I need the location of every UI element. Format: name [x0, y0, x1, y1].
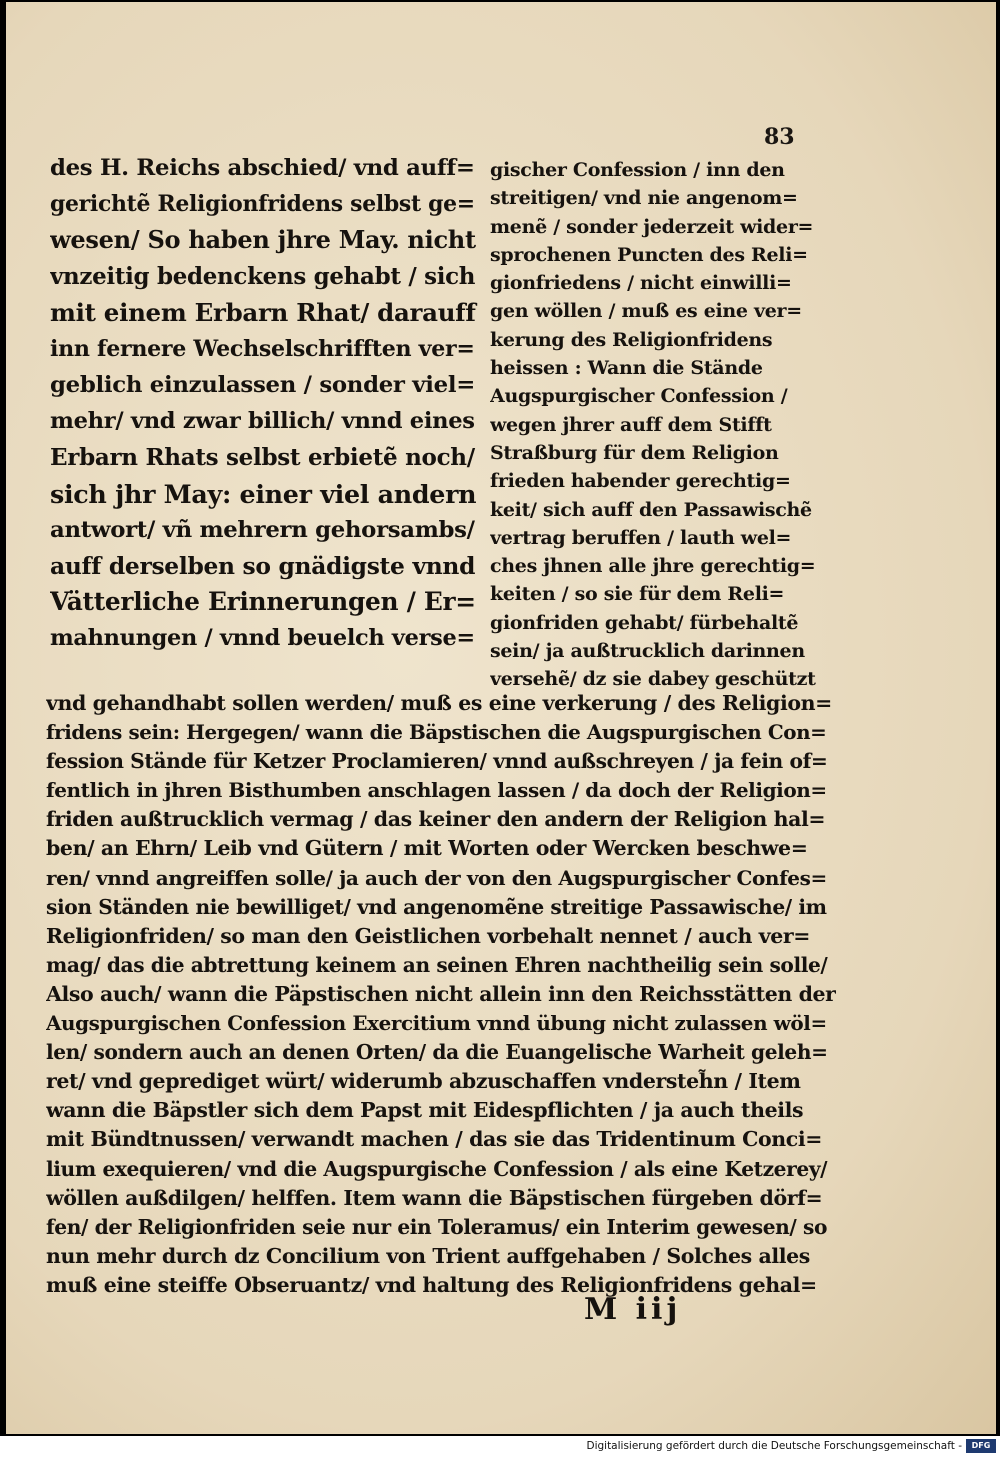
text-line: wegen jhrer auff dem Stifft	[490, 413, 772, 436]
text-line: Also auch/ wann die Päpstischen nicht allein inn den Reichsstätten der	[46, 981, 836, 1006]
text-line: ben/ an Ehrn/ Leib vnd Gütern / mit Worten oder Wercken beschwe=	[46, 836, 808, 861]
dfg-logo-icon: DFG	[966, 1439, 996, 1453]
text-line: Vätterliche Erinnerungen / Er=	[50, 587, 476, 617]
text-line: vertrag beruffen / lauth wel=	[490, 526, 792, 549]
text-line: keit/ sich auff den Passawischẽ	[490, 498, 812, 521]
text-line: menẽ / sonder jederzeit wider=	[490, 215, 814, 238]
text-line: len/ sondern auch an denen Orten/ da die Euangelische Warheit geleh=	[46, 1040, 828, 1065]
text-line: lium exequieren/ vnd die Augspurgische Confession / als eine Ketzerey/	[46, 1156, 828, 1181]
text-line: wann die Bäpstler sich dem Papst mit Eidespflichten / ja auch theils	[46, 1098, 804, 1123]
text-line: versehẽ/ dz sie dabey geschützt	[490, 668, 816, 691]
text-line: gen wöllen / muß es eine ver=	[490, 300, 802, 323]
text-line: muß eine steiffe Obseruantz/ vnd haltung des Religionfridens gehal=	[46, 1272, 817, 1297]
text-line: vnzeitig bedenckens gehabt / sich	[50, 262, 476, 290]
text-line: geblich einzulassen / sonder viel=	[50, 372, 476, 399]
text-line: gerichtẽ Religionfridens selbst ge=	[50, 191, 475, 218]
text-line: auff derselben so gnädigste vnnd	[50, 552, 476, 581]
text-line: keiten / so sie für dem Reli=	[490, 583, 785, 606]
text-line: frieden habender gerechtig=	[490, 470, 791, 493]
text-line: inn fernere Wechselschrifften ver=	[50, 335, 475, 362]
right-column	[490, 156, 830, 694]
full-width-text	[46, 689, 836, 1300]
text-line: fen/ der Religionfriden seie nur ein Toleramus/ ein Interim gewesen/ so	[46, 1214, 828, 1239]
text-line: heissen : Wann die Stände	[490, 357, 763, 380]
text-line: mag/ das die abtrettung keinem an seinen Ehren nachtheilig sein solle/	[46, 952, 828, 977]
text-line: mehr/ vnd zwar billich/ vnnd eines	[50, 408, 475, 435]
text-line: Augspurgischer Confession /	[490, 385, 788, 408]
text-line: kerung des Religionfridens	[490, 328, 773, 351]
funding-notice: Digitalisierung gefördert durch die Deutsche Forschungsgemeinschaft -	[586, 1440, 962, 1452]
text-line: wesen/ So haben jhre May. nicht	[50, 225, 476, 255]
left-column	[50, 150, 482, 657]
text-line: fridens sein: Hergegen/ wann die Bäpstischen die Augspurgischen Con=	[46, 720, 827, 745]
text-line: gionfriedens / nicht einwilli=	[490, 272, 792, 295]
text-line: des H. Reichs abschied/ vnd auff=	[50, 155, 475, 181]
text-line: fession Stände für Ketzer Proclamieren/ vnnd außschreyen / ja fein of=	[46, 749, 828, 774]
text-line: mit Bündtnussen/ verwandt machen / das sie das Tridentinum Conci=	[46, 1127, 823, 1152]
text-line: streitigen/ vnd nie angenom=	[490, 187, 798, 210]
text-line: friden außtrucklich vermag / das keiner den andern der Religion hal=	[46, 807, 826, 832]
text-line: sein/ ja außtrucklich darinnen	[490, 640, 805, 663]
text-line: Augspurgischen Confession Exercitium vnnd übung nicht zulassen wöl=	[46, 1011, 827, 1036]
book-page	[6, 2, 996, 1434]
text-line: sprochenen Puncten des Reli=	[490, 243, 808, 266]
text-line: sich jhr May: einer viel andern	[50, 478, 477, 509]
text-line: ches jhnen alle jhre gerechtig=	[490, 555, 816, 578]
signature-mark: M iij	[584, 1292, 682, 1327]
text-line: nun mehr durch dz Concilium von Trient auffgehaben / Solches alles	[46, 1243, 810, 1268]
text-line: sion Ständen nie bewilliget/ vnd angenomẽne streitige Passawische/ im	[46, 894, 827, 919]
text-line: gischer Confession / inn den	[490, 159, 785, 181]
page-number: 83	[764, 124, 795, 150]
text-line: wöllen außdilgen/ helffen. Item wann die Bäpstischen fürgeben dörf=	[46, 1185, 823, 1210]
text-line: antwort/ vñ mehrern gehorsambs/	[50, 516, 475, 543]
text-line: fentlich in jhren Bisthumben anschlagen lassen / da doch der Religion=	[46, 778, 827, 803]
text-line: vnd gehandhabt sollen werden/ muß es eine verkerung / des Religion=	[46, 691, 832, 715]
text-line: ren/ vnnd angreiffen solle/ ja auch der von den Augspurgischer Confes=	[46, 865, 827, 890]
text-line: ret/ vnd geprediget würt/ widerumb abzuschaffen vndersteh̃n / Item	[46, 1069, 801, 1094]
footer-bar	[0, 1436, 1000, 1457]
text-line: mahnungen / vnnd beuelch verse=	[50, 625, 475, 652]
text-line: Straßburg für dem Religion	[490, 441, 779, 464]
text-line: gionfriden gehabt/ fürbehaltẽ	[490, 611, 799, 634]
text-line: mit einem Erbarn Rhat/ darauff	[50, 297, 476, 327]
text-line: Religionfriden/ so man den Geistlichen vorbehalt nennet / auch ver=	[46, 923, 811, 948]
text-line: Erbarn Rhats selbst erbietẽ noch/	[50, 443, 475, 471]
